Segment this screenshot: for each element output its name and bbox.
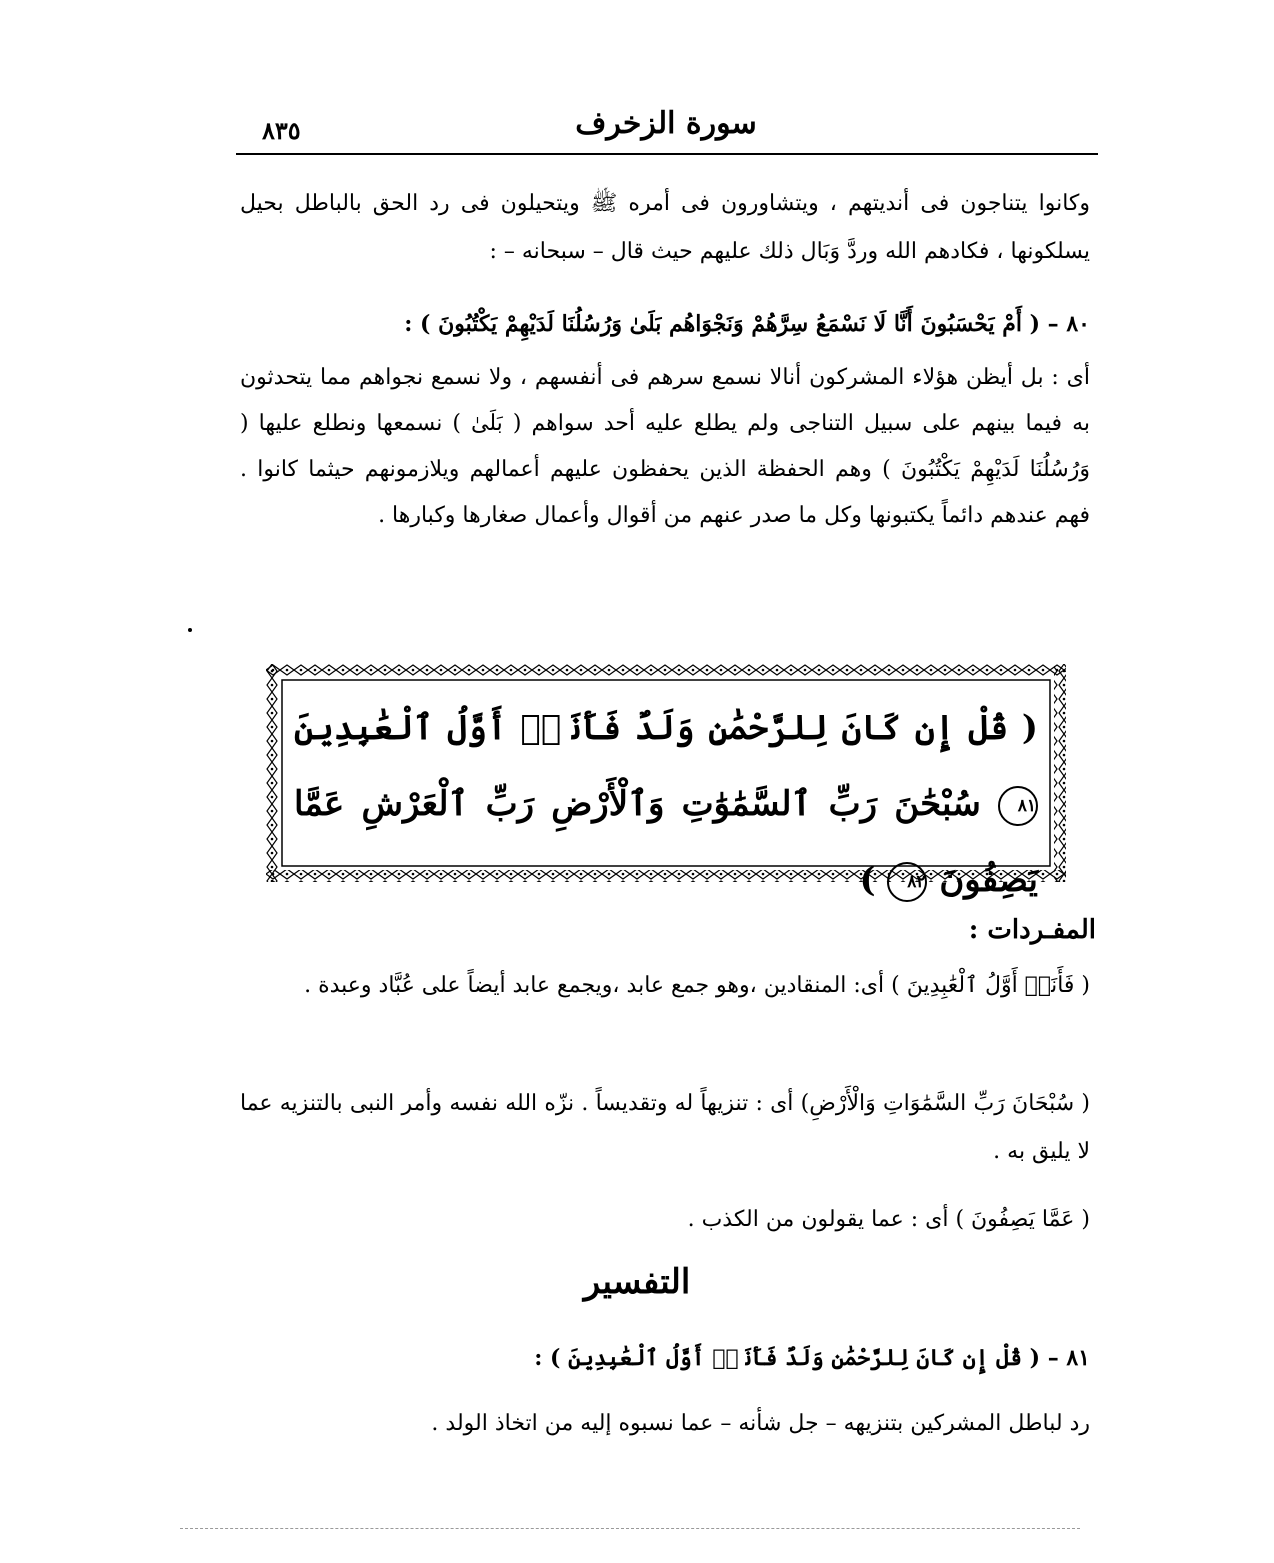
verse-80-heading: ٨٠ – ( أَمْ يَحْسَبُونَ أَنَّا لَا نَسْمَعُ سِرَّهُمْ وَنَجْوَاهُم بَلَىٰ وَرُسُلُنَا لَدَيْهِمْ يَكْتُبُونَ ) :: [404, 311, 1090, 337]
verse-81-heading: ٨١ – ( قُلْ إِن كَانَ لِلرَّحْمَٰنِ وَلَدٌ فَأَنَا۠ أَوَّلُ ٱلْعَٰبِدِينَ ) :: [534, 1345, 1090, 1371]
intro-paragraph: وكانوا يتناجون فى أنديتهم ، ويتشاورون فى أمره ﷺ ويتحيلون فى رد الحق بالباطل بحيل يسلكونها ، فكادهم الله وردَّ وَبَال ذلك عليهم حيث قال – سبحانه – :: [240, 191, 1090, 264]
verse-box: [266, 664, 1066, 900]
vocabulary-item-2: ( سُبْحَانَ رَبِّ السَّمَٰوَاتِ وَالْأَرْضِ) أى : تنزيهاً له وتقديساً . نزّه الله نفسه وأمر النبى بالتنزيه عما لا يليق به .: [240, 1091, 1090, 1164]
verse-81-text: ( قُلْ إِن كَانَ لِلرَّحْمَٰنِ وَلَدٌ فَأَنَا۠ أَوَّلُ ٱلْعَٰبِدِينَ: [294, 708, 1038, 748]
verse-82-text: سُبْحَٰنَ رَبِّ ٱلسَّمَٰوَٰتِ وَٱلْأَرْضِ رَبِّ ٱلْعَرْشِ عَمَّا يَصِفُونَ: [294, 784, 1038, 900]
page-number: ٨٣٥: [262, 116, 301, 145]
page-header: [236, 100, 1096, 152]
vocabulary-heading: المفـردات :: [968, 915, 1096, 945]
header-divider: [236, 153, 1098, 155]
bottom-divider: [180, 1528, 1080, 1529]
scan-speck: [188, 628, 192, 632]
verse-number-81: ٨١: [998, 786, 1038, 826]
tafsir-heading: التفسير: [583, 1262, 691, 1302]
tafsir-paragraph: رد لباطل المشركين بتنزيهه – جل شأنه – عما نسبوه إليه من اتخاذ الولد .: [431, 1411, 1090, 1436]
verse-number-82: ٨٢: [887, 862, 927, 902]
verse-81-82: [294, 690, 1038, 918]
vocabulary-item-1: ( فَأَنَا۠ أَوَّلُ ٱلْعَٰبِدِينَ ) أى: المنقادين ،وهو جمع عابد ،ويجمع عابد أيضاً على عُبَّاد وعبدة .: [304, 973, 1090, 998]
verse-80-explanation: أى : بل أيظن هؤلاء المشركون أنالا نسمع سرهم فى أنفسهم ، ولا نسمع نجواهم مما يتحدثون به فيما بينهم على سبيل التناجى ولم يطلع عليه أحد سواهم ( بَلَىٰ ) نسمعها ونطلع عليها ( وَرُسُلُنَا لَدَيْهِمْ يَكْتُبُونَ ) وهم الحفظة الذين يحفظون عليهم أعمالهم ويلازمونهم حيثما كانوا . فهم عندهم دائماً يكتبونها وكل ما صدر عنهم من أقوال وأعمال صغارها وكبارها .: [240, 365, 1090, 528]
surah-title: سورة الزخرف: [575, 106, 757, 141]
vocabulary-item-3: ( عَمَّا يَصِفُونَ ) أى : عما يقولون من الكذب .: [687, 1207, 1090, 1232]
closing-bracket: ): [859, 860, 876, 900]
